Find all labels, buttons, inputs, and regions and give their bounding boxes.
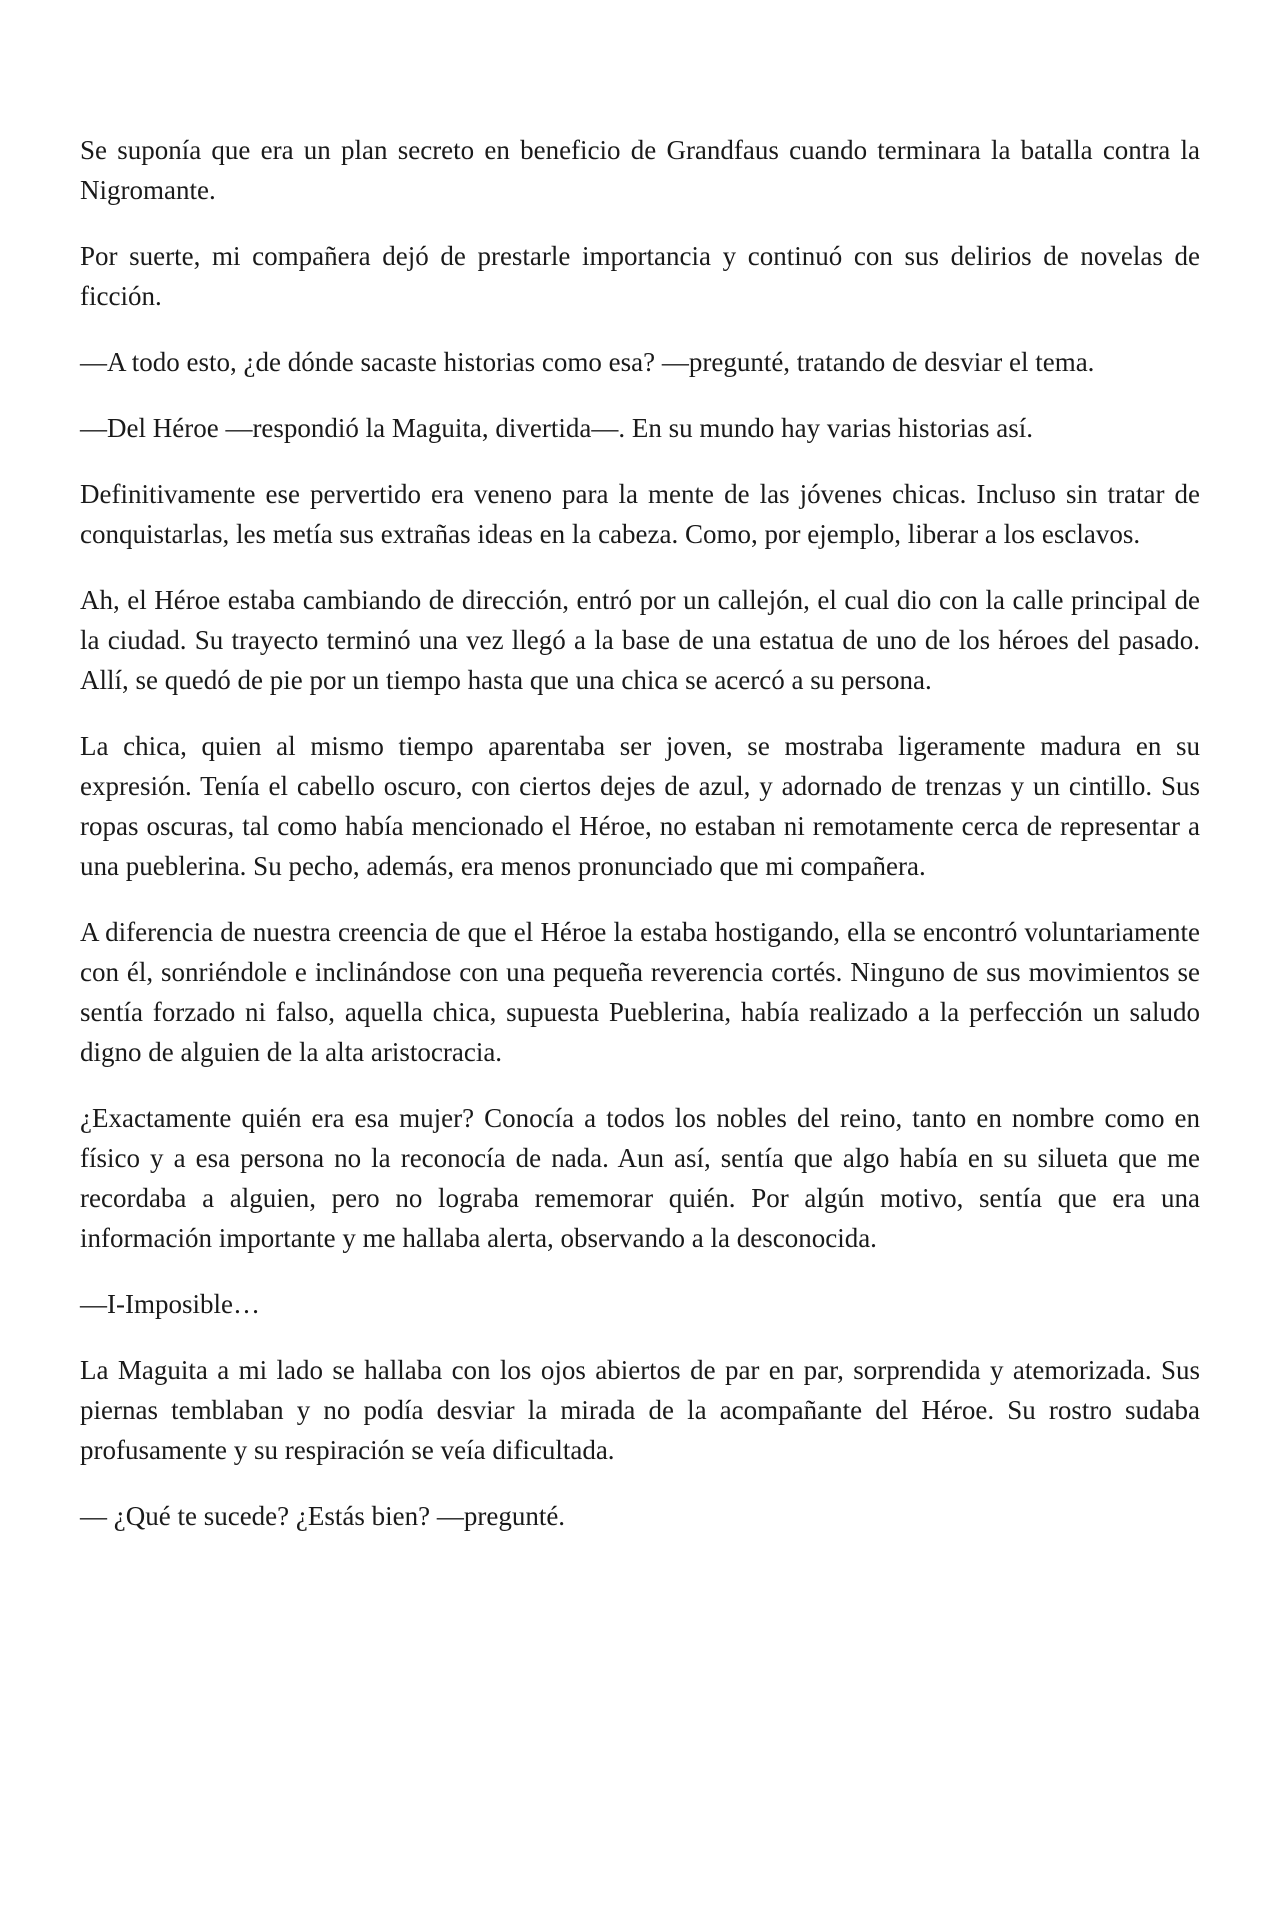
paragraph: —I-Imposible… <box>80 1289 260 1319</box>
paragraph: A diferencia de nuestra creencia de que el Héroe la estaba hostigando, ella se encontró voluntariamente con él, sonriéndole e inclinándose con una pequeña reverencia cortés. Ninguno de sus movimientos se sentía forzado ni falso, aquella chica, supuesta Pueblerina, había realizado a la perfección un saludo digno de alguien de la alta aristocracia. <box>80 917 1200 1067</box>
paragraph: —Del Héroe —respondió la Maguita, divertida—. En su mundo hay varias historias así. <box>80 413 1034 443</box>
paragraph: — ¿Qué te sucede? ¿Estás bien? —pregunté. <box>80 1501 566 1531</box>
paragraph: Se suponía que era un plan secreto en beneficio de Grandfaus cuando terminara la batalla contra la Nigromante. <box>80 135 1200 205</box>
paragraph: ¿Exactamente quién era esa mujer? Conocía a todos los nobles del reino, tanto en nombre como en físico y a esa persona no la reconocía de nada. Aun así, sentía que algo había en su silueta que me recordaba a alguien, pero no lograba rememorar quién. Por algún motivo, sentía que era una información importante y me hallaba alerta, observando a la desconocida. <box>80 1103 1200 1253</box>
document-page <box>80 130 1200 1562</box>
paragraph: Por suerte, mi compañera dejó de prestarle importancia y continuó con sus delirios de novelas de ficción. <box>80 241 1200 311</box>
paragraph: —A todo esto, ¿de dónde sacaste historias como esa? —pregunté, tratando de desviar el tema. <box>80 347 1095 377</box>
paragraph: Ah, el Héroe estaba cambiando de dirección, entró por un callejón, el cual dio con la calle principal de la ciudad. Su trayecto terminó una vez llegó a la base de una estatua de uno de los héroes del pasado. Allí, se quedó de pie por un tiempo hasta que una chica se acercó a su persona. <box>80 585 1200 695</box>
paragraph: La Maguita a mi lado se hallaba con los ojos abiertos de par en par, sorprendida y atemorizada. Sus piernas temblaban y no podía desviar la mirada de la acompañante del Héroe. Su rostro sudaba profusamente y su respiración se veía dificultada. <box>80 1355 1200 1465</box>
paragraph: Definitivamente ese pervertido era veneno para la mente de las jóvenes chicas. Incluso sin tratar de conquistarlas, les metía sus extrañas ideas en la cabeza. Como, por ejemplo, liberar a los esclavos. <box>80 479 1200 549</box>
paragraph: La chica, quien al mismo tiempo aparentaba ser joven, se mostraba ligeramente madura en su expresión. Tenía el cabello oscuro, con ciertos dejes de azul, y adornado de trenzas y un cintillo. Sus ropas oscuras, tal como había mencionado el Héroe, no estaban ni remotamente cerca de representar a una pueblerina. Su pecho, además, era menos pronunciado que mi compañera. <box>80 731 1200 881</box>
